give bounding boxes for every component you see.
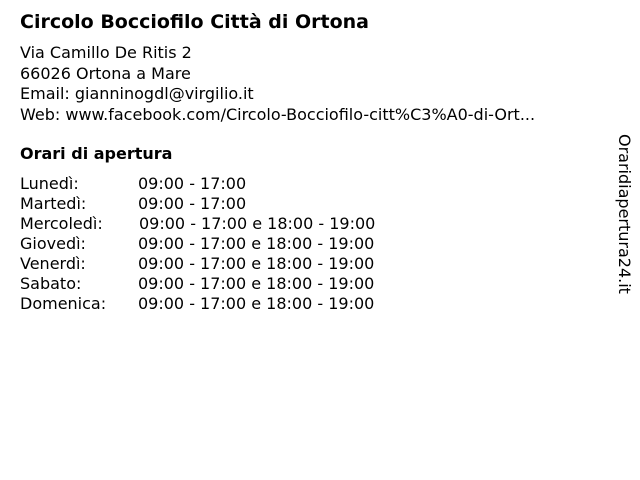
day-label: Domenica: (20, 294, 107, 313)
day-hours: 09:00 - 17:00 (138, 174, 247, 193)
day-label: Giovedì: (20, 234, 86, 253)
day-hours: 09:00 - 17:00 e 18:00 - 19:00 (139, 214, 376, 233)
business-name: Circolo Bocciofilo Città di Ortona (20, 11, 370, 33)
watermark (613, 134, 637, 310)
address-city: 66026 Ortona a Mare (20, 63, 191, 83)
business-info (20, 43, 535, 125)
day-label: Venerdì: (20, 254, 86, 273)
day-hours: 09:00 - 17:00 e 18:00 - 19:00 (138, 234, 375, 253)
address-street: Via Camillo De Ritis 2 (20, 43, 192, 62)
day-hours: 09:00 - 17:00 e 18:00 - 19:00 (138, 294, 375, 313)
day-label: Martedì: (20, 194, 87, 213)
day-label: Lunedì: (20, 174, 79, 193)
day-label: Sabato: (20, 274, 82, 293)
day-hours: 09:00 - 17:00 e 18:00 - 19:00 (138, 274, 375, 293)
web-line: Web: www.facebook.com/Circolo-Bocciofilo-citt%C3%A0-di-Ort... (20, 104, 536, 124)
day-hours: 09:00 - 17:00 (138, 194, 247, 213)
day-hours: 09:00 - 17:00 e 18:00 - 19:00 (138, 254, 375, 273)
opening-hours-heading: Orari di apertura (20, 144, 173, 163)
watermark-text: Oraridiapertura24.it (615, 134, 634, 294)
email-line: Email: gianninogdl@virgilio.it (20, 84, 254, 103)
day-label: Mercoledì: (20, 214, 103, 233)
